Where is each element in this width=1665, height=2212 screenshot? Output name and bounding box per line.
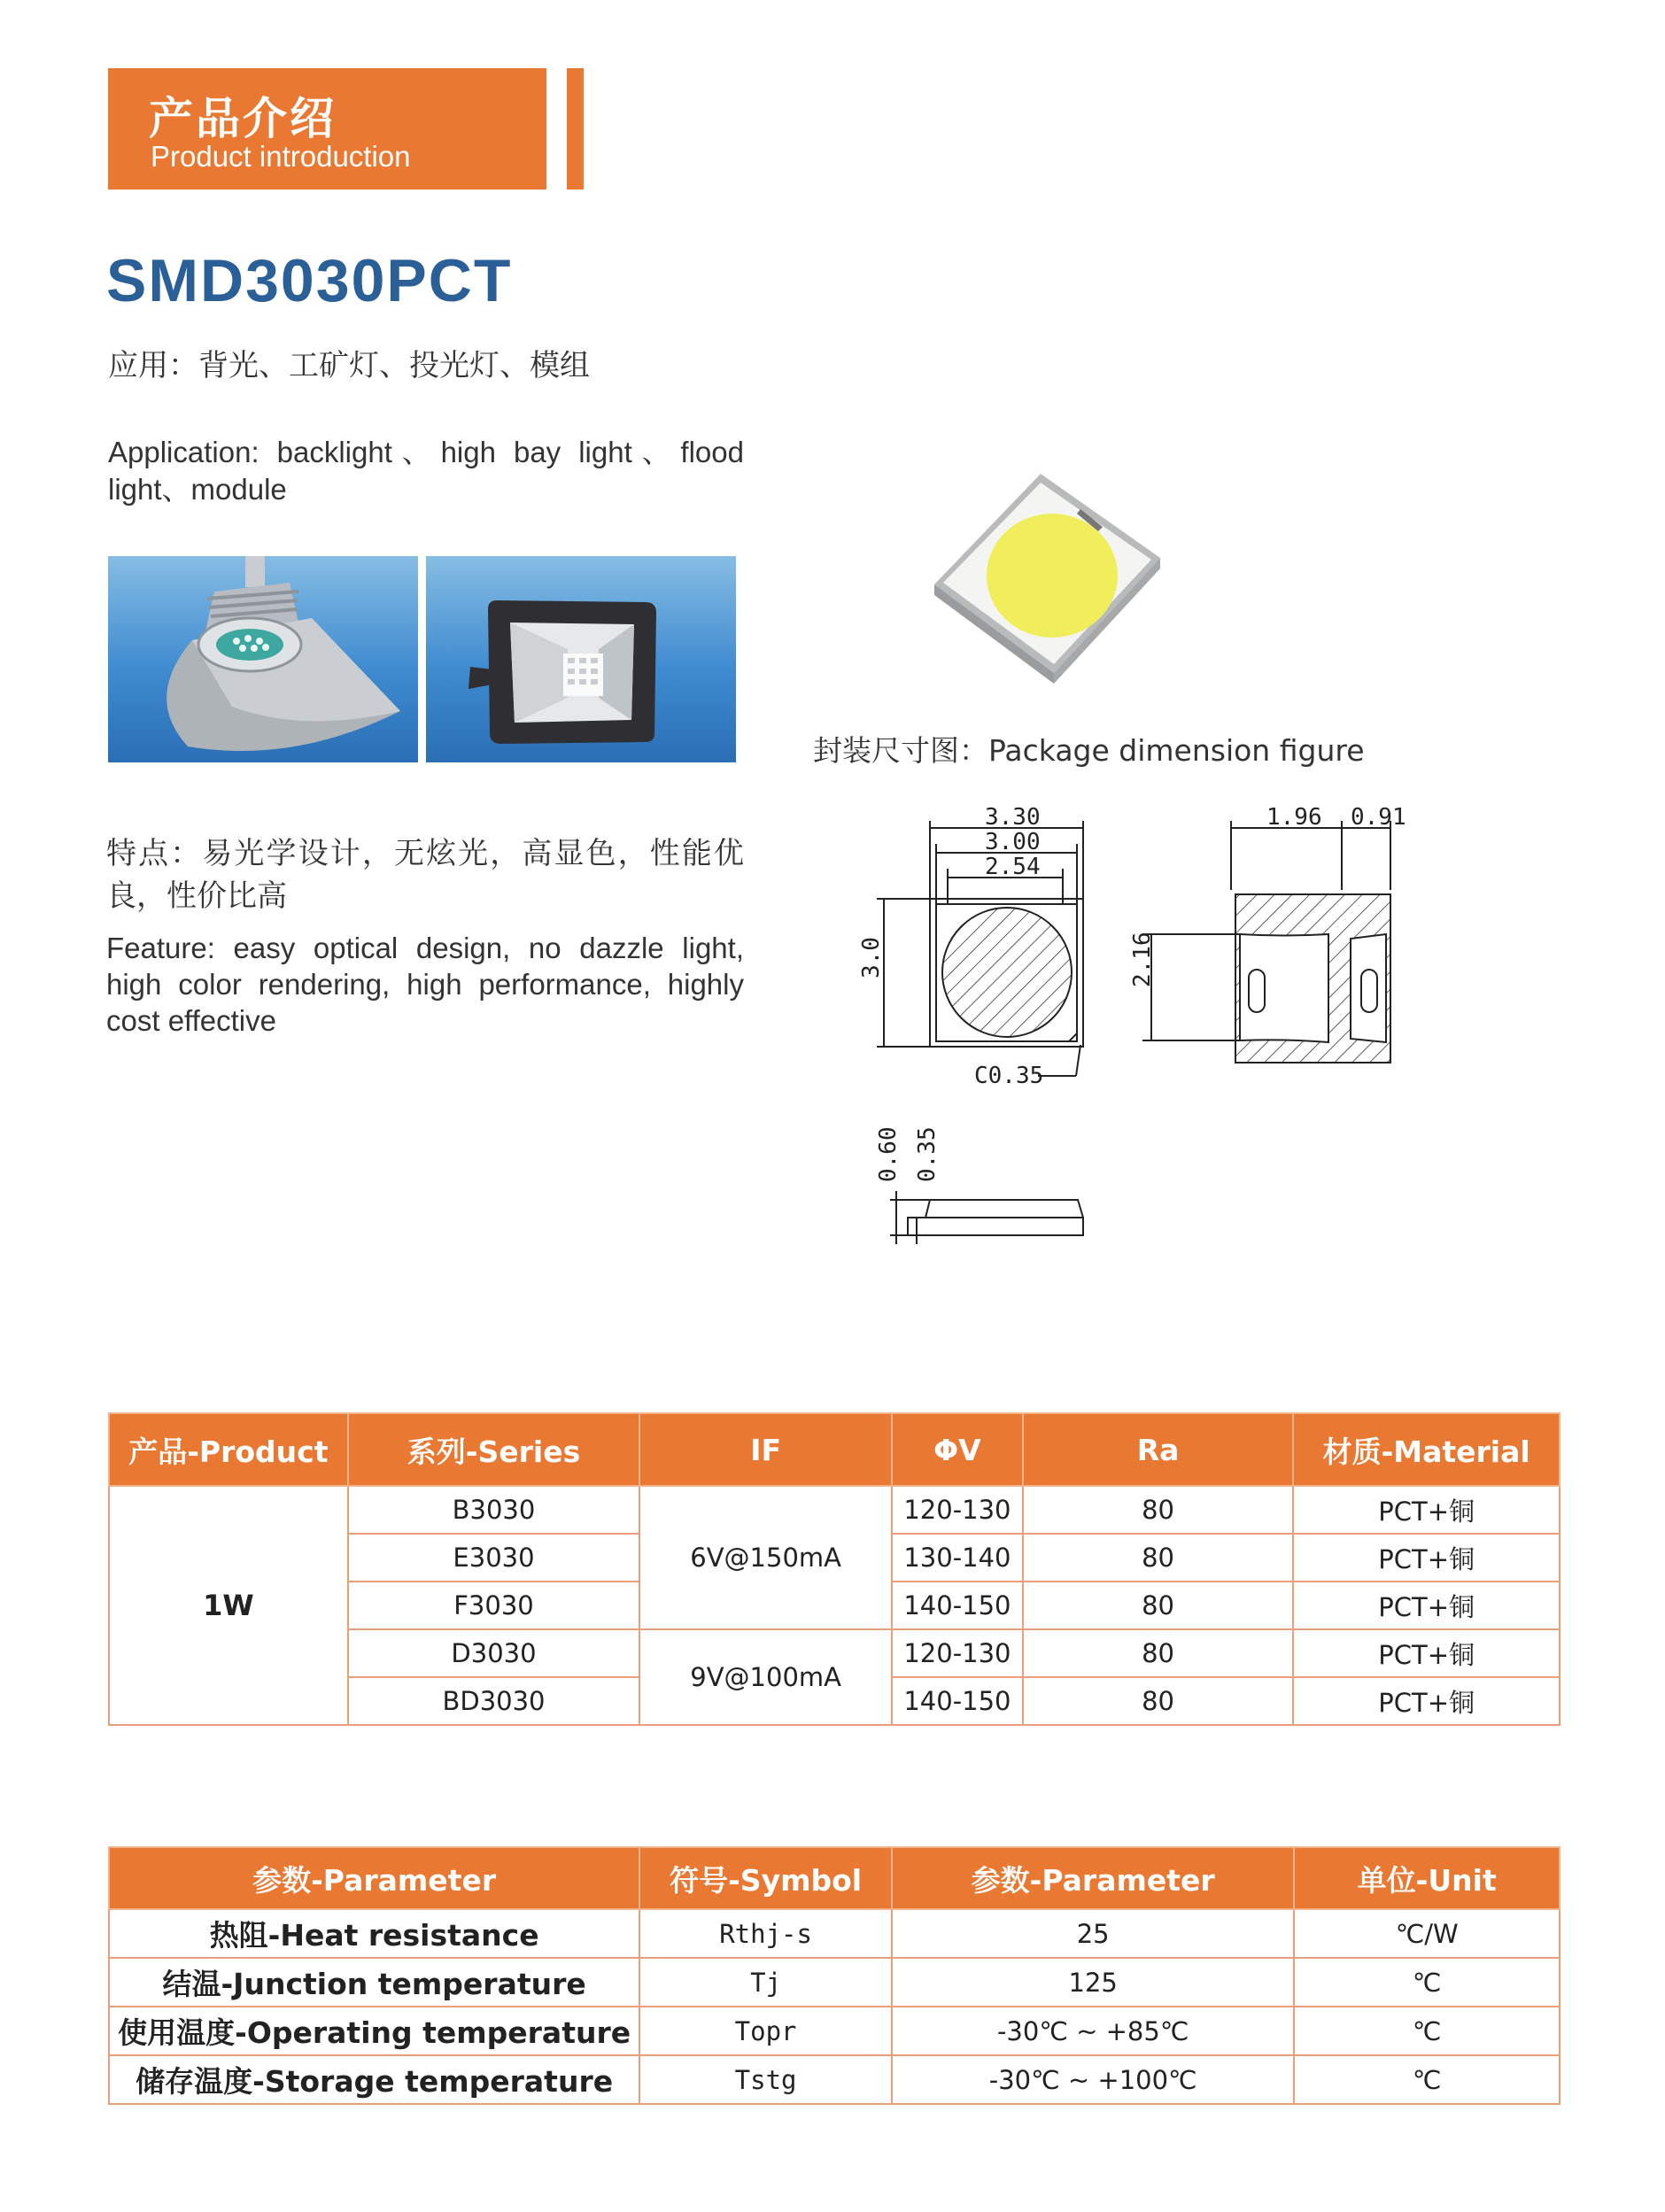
series-cell: B3030 [348, 1486, 640, 1534]
if-cell: 6V@150mA [639, 1486, 892, 1629]
dim-label-0-60: 0.60 [875, 1126, 902, 1182]
parameter-name-cell: 使用温度-Operating temperature [109, 2007, 639, 2055]
ra-cell: 80 [1023, 1486, 1293, 1534]
col-header-product: 产品-Product [109, 1413, 348, 1486]
symbol-cell: Tstg [639, 2055, 892, 2104]
value-cell: 125 [892, 1958, 1294, 2007]
material-cell: PCT+铜 [1293, 1677, 1560, 1725]
table-row [109, 1486, 1560, 1534]
col-header-parameter: 参数-Parameter [109, 1847, 639, 1909]
dim-label-3-30: 3.30 [985, 804, 1041, 831]
value-cell: -30℃ ~ +100℃ [892, 2055, 1294, 2104]
banner-title-cn: 产品介绍 [149, 93, 337, 144]
col-header-if: IF [639, 1413, 892, 1486]
if-cell: 9V@100mA [639, 1629, 892, 1725]
ra-cell: 80 [1023, 1677, 1293, 1725]
high-bay-light-photo [108, 556, 418, 762]
features-en: Feature: easy optical design, no dazzle light, high color rendering, high performance, highly cost effective [106, 932, 744, 1037]
col-header-material: 材质-Material [1293, 1413, 1560, 1486]
flux-cell: 120-130 [892, 1486, 1023, 1534]
application-cn: 应用：背光、工矿灯、投光灯、模组 [108, 348, 590, 383]
header-accent-bar [567, 68, 584, 189]
parameter-table-header [109, 1847, 1560, 1909]
col-header-flux: ΦV [892, 1413, 1023, 1486]
table-row [109, 1909, 1560, 1958]
flux-cell: 140-150 [892, 1582, 1023, 1629]
features-cn: 特点：易光学设计，无炫光，高显色，性能优良，性价比高 [106, 836, 744, 914]
material-cell: PCT+铜 [1293, 1534, 1560, 1582]
value-cell: -30℃ ~ +85℃ [892, 2007, 1294, 2055]
material-cell: PCT+铜 [1293, 1582, 1560, 1629]
application-en: Application: backlight、high bay light、flood light、module [108, 436, 744, 506]
col-header-unit: 单位-Unit [1294, 1847, 1560, 1909]
dim-label-2-16: 2.16 [1129, 932, 1156, 987]
ra-cell: 80 [1023, 1582, 1293, 1629]
table-row [109, 2007, 1560, 2055]
package-dimension-drawing [824, 801, 1594, 1306]
flux-cell: 120-130 [892, 1629, 1023, 1677]
parameter-name-cell: 热阻-Heat resistance [109, 1909, 639, 1958]
led-chip-image [921, 460, 1178, 708]
parameter-name-cell: 结温-Junction temperature [109, 1958, 639, 2007]
series-cell: BD3030 [348, 1677, 640, 1725]
flood-light-photo [426, 556, 736, 762]
col-header-series: 系列-Series [348, 1413, 640, 1486]
dim-label-0-91: 0.91 [1351, 804, 1406, 831]
product-power-cell: 1W [109, 1486, 348, 1725]
dim-label-3-00: 3.00 [985, 829, 1041, 855]
material-cell: PCT+铜 [1293, 1486, 1560, 1534]
unit-cell: ℃ [1294, 2055, 1560, 2104]
flux-cell: 140-150 [892, 1677, 1023, 1725]
package-dimension-caption: 封装尺寸图：Package dimension figure [813, 733, 1365, 768]
dim-label-3-0: 3.0 [858, 937, 885, 978]
series-cell: D3030 [348, 1629, 640, 1677]
dim-label-2-54: 2.54 [985, 854, 1041, 880]
dim-label-0-35: 0.35 [914, 1126, 941, 1182]
banner-title-en: Product introduction [151, 140, 411, 173]
unit-cell: ℃ [1294, 2007, 1560, 2055]
table-row [109, 1958, 1560, 2007]
symbol-cell: Rthj-s [639, 1909, 892, 1958]
symbol-cell: Tj [639, 1958, 892, 2007]
dim-label-1-96: 1.96 [1266, 804, 1322, 831]
ra-cell: 80 [1023, 1629, 1293, 1677]
series-cell: F3030 [348, 1582, 640, 1629]
unit-cell: ℃/W [1294, 1909, 1560, 1958]
material-cell: PCT+铜 [1293, 1629, 1560, 1677]
col-header-ra: Ra [1023, 1413, 1293, 1486]
ra-cell: 80 [1023, 1534, 1293, 1582]
unit-cell: ℃ [1294, 1958, 1560, 2007]
value-cell: 25 [892, 1909, 1294, 1958]
parameter-name-cell: 储存温度-Storage temperature [109, 2055, 639, 2104]
series-cell: E3030 [348, 1534, 640, 1582]
product-table-header [109, 1413, 1560, 1486]
dim-label-c0-35: C0.35 [974, 1063, 1044, 1089]
parameter-table [108, 1846, 1560, 2105]
product-model-title: SMD3030PCT [106, 247, 513, 314]
symbol-cell: Topr [639, 2007, 892, 2055]
product-table [108, 1412, 1560, 1726]
col-header-value: 参数-Parameter [892, 1847, 1294, 1909]
flux-cell: 130-140 [892, 1534, 1023, 1582]
col-header-symbol: 符号-Symbol [639, 1847, 892, 1909]
table-row [109, 2055, 1560, 2104]
